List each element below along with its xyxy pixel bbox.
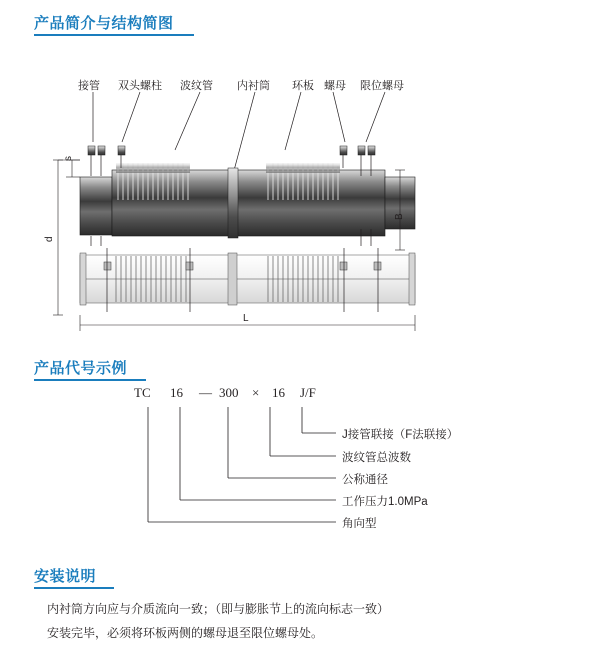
code-token-1: 16 [170,385,183,400]
callout-label-3: 内衬筒 [237,80,270,92]
code-token-5: 16 [272,385,285,400]
product-code-lines [0,385,600,545]
install-note-0: 内衬筒方向应与介质流向一致；（即与膨胀节上的流向标志一致） [47,602,390,616]
install-notes [47,600,567,648]
code-token-0: TC [134,385,151,400]
code-token-3: 300 [219,385,239,400]
callout-label-5: 螺母 [324,80,346,92]
callout-label-4: 环板 [292,80,314,92]
section-underline-intro [34,34,194,36]
callout-label-2: 波纹管 [180,80,213,92]
structure-diagram-svg [0,50,600,350]
callout-label-6: 限位螺母 [360,80,404,92]
code-token-6: J/F [300,385,316,400]
code-desc-0: J接管联接（F法联接） [342,429,459,441]
dimension-label-B: B [394,213,405,220]
dimension-label-s: s [63,156,74,161]
product-code-diagram [0,385,600,545]
structure-diagram [0,50,600,350]
section-title-install: 安装说明 [34,568,97,585]
code-desc-3: 工作压力1.0MPa [342,496,428,508]
section-underline-code [34,379,146,381]
callout-label-1: 双头螺柱 [118,80,162,92]
install-note-1: 安装完毕，必须将环板两侧的螺母退至限位螺母处。 [47,626,324,640]
section-title-intro: 产品简介与结构简图 [34,15,174,32]
section-underline-install [34,587,114,589]
code-desc-2: 公称通径 [342,474,388,486]
callout-label-0: 接管 [78,80,100,92]
section-title-code: 产品代号示例 [34,360,128,377]
code-token-2: — [199,385,212,400]
code-desc-1: 波纹管总波数 [342,452,411,464]
code-desc-4: 角向型 [342,518,377,530]
code-token-4: × [252,385,260,400]
dimension-label-L: L [243,313,249,324]
dimension-label-d: d [44,236,55,242]
